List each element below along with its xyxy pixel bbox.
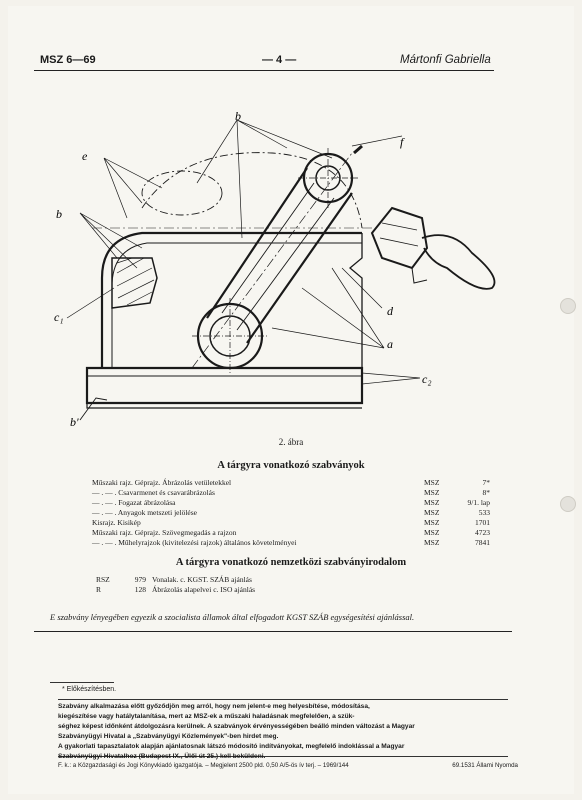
standard-row xyxy=(92,518,492,528)
standard-row xyxy=(92,538,492,548)
international-title: A tárgyra vonatkozó nemzetközi szabványirodalom xyxy=(175,557,407,568)
notice-line: kiegészítése vagy hatálytalanítása, mert az MSZ-ek a műszaki haladásnak megfelelően, a szük- xyxy=(58,713,355,720)
label-a: a xyxy=(387,337,393,351)
row-title: Műszaki rajz. Géprajz. Szövegmegadás a rajzon xyxy=(92,528,237,537)
label-b-prime: b' xyxy=(70,415,79,428)
standard-row xyxy=(92,508,492,518)
label-e: e xyxy=(82,149,88,163)
international-row xyxy=(96,575,252,584)
printer-info xyxy=(58,762,518,769)
row-code: MSZ xyxy=(424,538,440,547)
author: Mártonfi Gabriella xyxy=(400,54,491,66)
row-code: MSZ xyxy=(424,528,440,537)
label-b-left: b xyxy=(56,207,62,221)
footnote: * Előkészítésben. xyxy=(62,686,117,693)
punch-hole xyxy=(560,496,576,512)
intl-text: Ábrázolás alapelvei c. ISO ajánlás xyxy=(152,585,256,594)
label-f: f xyxy=(400,135,404,149)
row-code: MSZ xyxy=(424,518,440,527)
row-title: — . — . Csavarmenet és csavarábrázolás xyxy=(92,488,215,497)
standard-row xyxy=(92,528,492,538)
printer-name: 69.1531 Állami Nyomda xyxy=(452,762,518,769)
row-number: 7* xyxy=(482,478,490,487)
label-b-top: b xyxy=(235,109,241,123)
standard-row xyxy=(92,478,492,488)
label-c1: c₁ xyxy=(54,310,64,324)
row-number: 1701 xyxy=(475,518,490,527)
row-title: Műszaki rajz. Géprajz. Ábrázolás vetületekkel xyxy=(92,478,232,487)
row-number: 9/1. lap xyxy=(467,498,490,507)
row-number: 7841 xyxy=(475,538,490,547)
row-code: MSZ xyxy=(424,498,440,507)
row-number: 8* xyxy=(482,488,490,497)
row-code: MSZ xyxy=(424,478,440,487)
notice-box xyxy=(58,699,508,760)
intl-number: 979 xyxy=(134,575,146,584)
intl-code: R xyxy=(96,585,102,594)
footnote-rule xyxy=(50,682,114,683)
standard-row xyxy=(92,498,492,508)
row-number: 4723 xyxy=(475,528,490,537)
punch-hole xyxy=(560,298,576,314)
standard-row xyxy=(92,488,492,498)
row-title: — . — . Anyagok metszeti jelölése xyxy=(92,508,197,517)
related-standards-title: A tárgyra vonatkozó szabványok xyxy=(217,460,365,471)
header-rule xyxy=(34,70,494,71)
label-d: d xyxy=(387,304,393,318)
row-number: 533 xyxy=(478,508,490,517)
figure-caption: 2. ábra xyxy=(278,437,304,447)
notice-line: Szabvány alkalmazása előtt győződjön meg arról, hogy nem jelent-e meg helyesbítése, módosítása, xyxy=(58,703,370,710)
notice-line: Szabványügyi Hivatal a „Szabványügyi Közlemények"-ben hirdet meg. xyxy=(58,733,279,740)
publisher-line: F. k.: a Közgazdasági és Jogi Könyvkiadó igazgatója. – Megjelent 2500 pld. 0,50 A/5-ös ív terj. – 1969/144 xyxy=(58,762,349,769)
row-title: — . — . Műhelyrajzok (kivitelezési rajzok) általános követelményei xyxy=(92,538,297,547)
standard-number: MSZ 6—69 xyxy=(40,54,96,66)
section-rule xyxy=(34,631,512,632)
intl-text: Vonalak. c. KGST. SZÁB ajánlás xyxy=(152,575,252,584)
intl-code: RSZ xyxy=(96,575,110,584)
kgst-recommendation: E szabvány lényegében egyezik a szocialista államok által elfogadott KGST SZÁB egységesítési ajánlással. xyxy=(50,612,415,622)
intl-number: 128 xyxy=(134,585,146,594)
notice-line: séghez képest időnként átdolgozásra kerülnek. A szabványok érvényességében beálló minden változást a Magyar xyxy=(58,723,415,730)
international-row xyxy=(96,585,255,594)
row-code: MSZ xyxy=(424,508,440,517)
row-title: — . — . Fogazat ábrázolása xyxy=(92,498,176,507)
row-title: Kisrajz. Kisikép xyxy=(92,518,141,527)
row-code: MSZ xyxy=(424,488,440,497)
notice-line: A gyakorlati tapasztalatok alapján ajánlatosnak látszó módosító indítványokat, megfelelő indoklással a Magyar xyxy=(58,743,405,750)
page-number: — 4 — xyxy=(262,54,297,66)
notice-line: Szabványügyi Hivatalhoz (Budapest IX., Ülői út 25.) kell beküldeni. xyxy=(58,753,266,760)
label-c2: c₂ xyxy=(422,372,432,386)
technical-drawing xyxy=(32,108,518,428)
